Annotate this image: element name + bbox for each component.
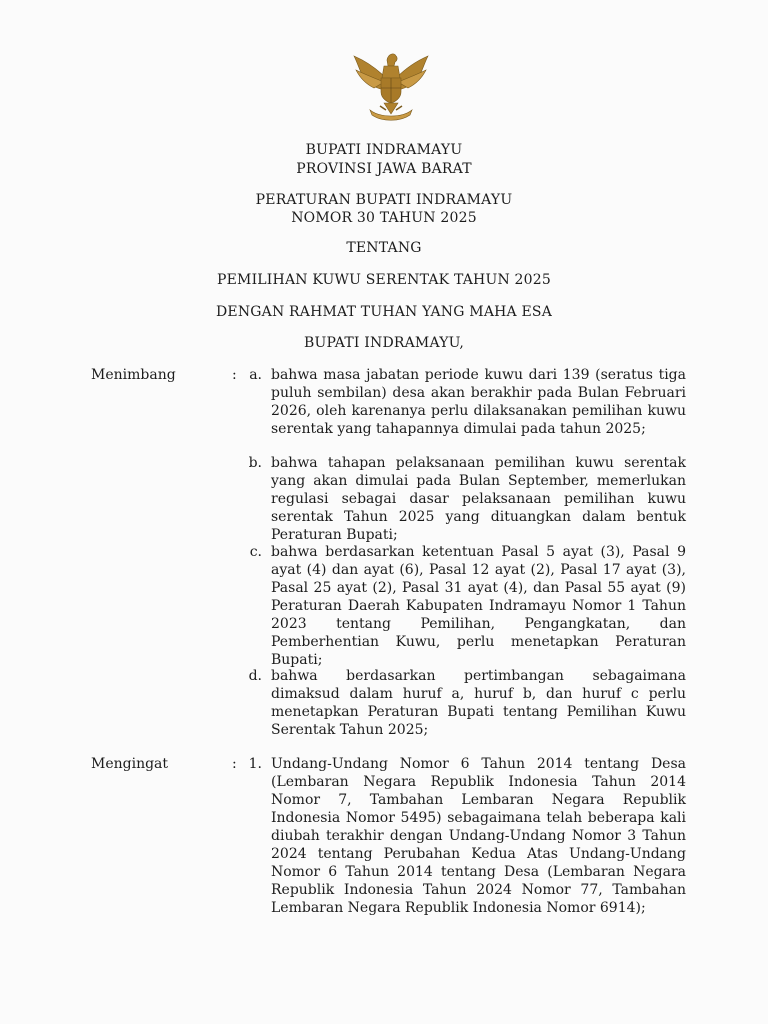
item-text: bahwa masa jabatan periode kuwu dari 139 (seratus tiga puluh sembilan) desa akan berakhir pada Bulan Februari 2026, oleh karenanya perlu dilaksanakan pemilihan kuwu serentak yang tahapannya dimulai pada tahun 2025; [271, 367, 686, 437]
header-line-bupati: BUPATI INDRAMAYU [305, 142, 463, 158]
item-text: Undang-Undang Nomor 6 Tahun 2014 tentang Desa (Lembaran Negara Republik Indonesia Tahun 2014 Nomor 7, Tambahan Lembaran Negara Republik Indonesia Nomor 5495) sebagaimana telah beberapa kali diubah terakhir dengan Undang-Undang Nomor 3 Tahun 2024 tentang Perubahan Kedua Atas Undang-Undang Nomor 6 Tahun 2014 tentang Desa (Lembaran Negara Republik Indonesia Tahun 2024 Nomor 77, Tambahan Lembaran Negara Republik Indonesia Nomor 6914); [271, 756, 686, 916]
regulation-number: NOMOR 30 TAHUN 2025 [291, 210, 477, 226]
invocation: DENGAN RAHMAT TUHAN YANG MAHA ESA [215, 304, 553, 320]
authority-line: BUPATI INDRAMAYU, [303, 335, 465, 351]
item-marker: d. [248, 668, 262, 684]
about-label: TENTANG [346, 240, 422, 256]
mengingat-label: Mengingat [91, 756, 169, 772]
item-text: bahwa tahapan pelaksanaan pemilihan kuwu serentak yang akan dimulai pada Bulan September, memerlukan regulasi sebagai dasar pelaksanaan pemilihan kuwu serentak Tahun 2025 yang dituangkan dalam bentuk Peraturan Bupati; [271, 455, 686, 543]
item-marker: b. [248, 455, 262, 471]
menimbang-colon: : [232, 367, 237, 383]
header-line-province: PROVINSI JAWA BARAT [296, 161, 472, 177]
menimbang-label: Menimbang [91, 367, 176, 383]
mengingat-colon: : [232, 756, 237, 772]
regulation-title: PERATURAN BUPATI INDRAMAYU [255, 192, 513, 208]
item-marker: 1. [248, 756, 262, 772]
item-text: bahwa berdasarkan pertimbangan sebagaimana dimaksud dalam huruf a, huruf b, dan huruf c perlu menetapkan Peraturan Bupati tentang Pemilihan Kuwu Serentak Tahun 2025; [271, 668, 686, 738]
regulation-subject: PEMILIHAN KUWU SERENTAK TAHUN 2025 [217, 272, 551, 288]
garuda-emblem-icon [350, 48, 432, 124]
item-text: bahwa berdasarkan ketentuan Pasal 5 ayat (3), Pasal 9 ayat (4) dan ayat (6), Pasal 12 ayat (2), Pasal 17 ayat (3), Pasal 25 ayat (2), Pasal 31 ayat (4), dan Pasal 55 ayat (9) Peraturan Daerah Kabupaten Indramayu Nomor 1 Tahun 2023 tentang Pemilihan, Pengangkatan, dan Pemberhentian Kuwu, perlu menetapkan Peraturan Bupati; [271, 544, 686, 668]
item-marker: a. [249, 367, 262, 383]
item-marker: c. [249, 544, 262, 560]
